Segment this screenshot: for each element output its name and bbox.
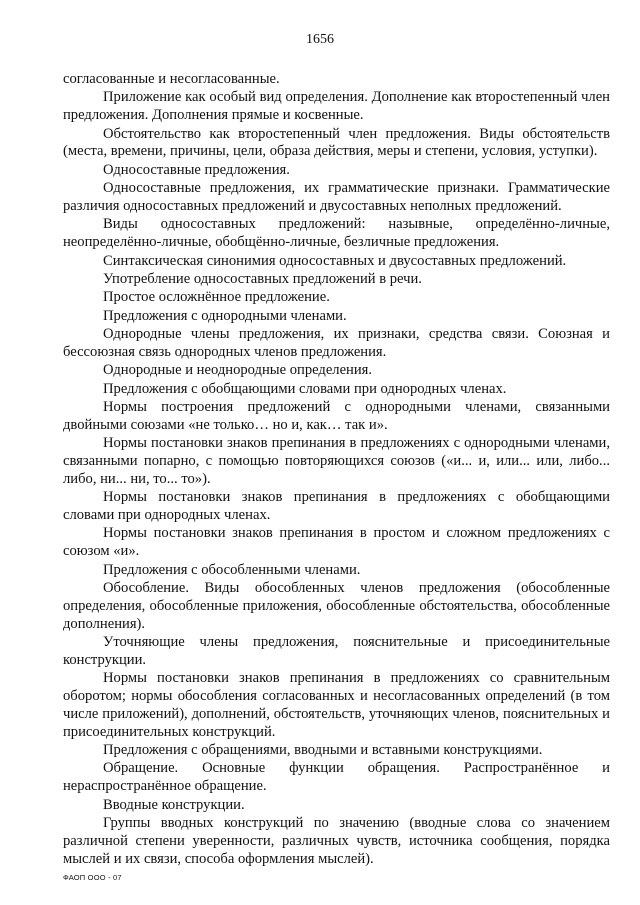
- paragraph: Предложения с обращениями, вводными и вставными конструкциями.: [103, 741, 543, 758]
- paragraph: Употребление односоставных предложений в речи.: [103, 270, 422, 287]
- paragraph: Односоставные предложения, их грамматические признаки. Грамматические различия односоставных предложений и двусоставных неполных предложений.: [63, 180, 610, 214]
- paragraph: Нормы постановки знаков препинания в предложениях с обобщающими словами при однородных членах.: [63, 489, 610, 524]
- paragraph: Вводные конструкции.: [103, 796, 245, 813]
- paragraph: Простое осложнённое предложение.: [103, 289, 330, 306]
- paragraph: Нормы постановки знаков препинания в предложениях с однородными членами, связанными попарно, с помощью повторяющихся союзов («и... и, или... или, либо... либо, ни... ни, то... то»).: [63, 435, 610, 487]
- paragraph: Односоставные предложения.: [103, 161, 290, 178]
- paragraph: Уточняющие члены предложения, пояснительные и присоединительные конструкции.: [63, 633, 610, 668]
- paragraph: согласованные и несогласованные.: [63, 71, 280, 87]
- paragraph: Однородные и неоднородные определения.: [103, 362, 373, 379]
- paragraph: Нормы постановки знаков препинания в простом и сложном предложениях с союзом «и».: [63, 525, 610, 560]
- document-body: [63, 71, 610, 869]
- paragraph: Группы вводных конструкций по значению (вводные слова со значением различной степени уверенности, различных чувств, источника сообщения, порядка мыслей и их связи, способа оформления мыслей).: [63, 814, 610, 867]
- paragraph: Синтаксическая синонимия односоставных и двусоставных предложений.: [103, 252, 567, 269]
- paragraph: Предложения с однородными членами.: [103, 307, 347, 324]
- paragraph: Приложение как особый вид определения. Дополнение как второстепенный член предложения. Дополнения прямые и косвенные.: [63, 89, 610, 124]
- paragraph: Нормы построения предложений с однородными членами, связанными двойными союзами «не только… но и, как… так и».: [63, 399, 610, 433]
- page-number: 1656: [306, 32, 334, 47]
- paragraph: Предложения с обособленными членами.: [103, 561, 361, 578]
- paragraph: Виды односоставных предложений: назывные, определённо-личные, неопределённо-личные, обобщённо-личные, безличные предложения.: [63, 216, 610, 251]
- paragraph: Предложения с обобщающими словами при однородных членах.: [103, 380, 507, 397]
- paragraph: Однородные члены предложения, их признаки, средства связи. Союзная и бессоюзная связь однородных членов предложения.: [63, 326, 610, 360]
- footer-label: ФАОП ООО - 07: [63, 873, 122, 882]
- paragraph: Нормы постановки знаков препинания в предложениях со сравнительным оборотом; нормы обособления согласованных и несогласованных определений (в том числе приложений), дополнений, обстоятельств, уточняющих членов, пояснительных и присоединительных конструкций.: [63, 670, 610, 740]
- paragraph: Обстоятельство как второстепенный член предложения. Виды обстоятельств (места, времени, причины, цели, образа действия, меры и степени, условия, уступки).: [63, 125, 610, 160]
- paragraph: Обращение. Основные функции обращения. Распространённое и нераспространённое обращение.: [63, 760, 610, 795]
- paragraph: Обособление. Виды обособленных членов предложения (обособленные определения, обособленные приложения, обособленные обстоятельства, обособленные дополнения).: [63, 580, 610, 632]
